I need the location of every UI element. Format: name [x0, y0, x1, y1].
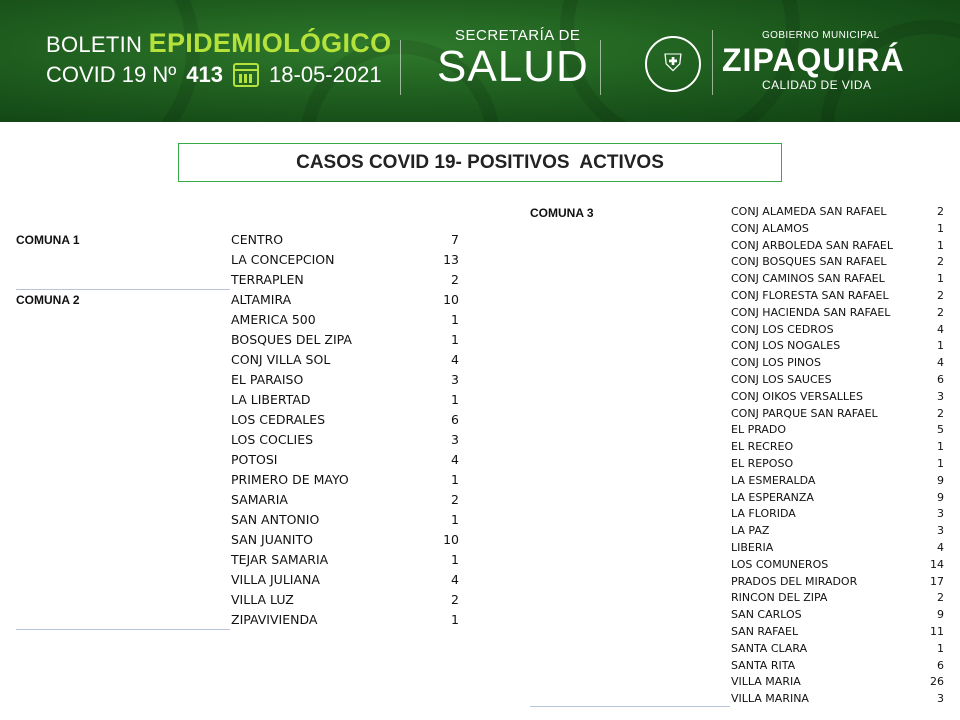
covid-label: COVID 19 Nº — [46, 62, 177, 87]
table-row — [231, 270, 459, 290]
header-banner — [0, 0, 960, 122]
case-count: 1 — [451, 472, 459, 487]
table-row — [731, 288, 944, 305]
neighborhood-name: LA ESPERANZA — [731, 491, 814, 504]
case-count: 1 — [937, 272, 944, 285]
neighborhood-name: RINCON DEL ZIPA — [731, 591, 828, 604]
gov-line1: GOBIERNO MUNICIPAL — [762, 30, 880, 41]
section-divider — [16, 629, 230, 630]
municipal-seal-icon: ⛨ — [645, 36, 701, 92]
case-count: 1 — [937, 339, 944, 352]
case-count: 4 — [937, 323, 944, 336]
case-count: 1 — [451, 552, 459, 567]
header-divider — [712, 30, 713, 95]
section-divider — [16, 289, 230, 290]
case-count: 4 — [451, 352, 459, 367]
table-row — [731, 590, 944, 607]
table-row — [731, 422, 944, 439]
case-count: 10 — [443, 532, 459, 547]
table-row — [731, 355, 944, 372]
case-count: 1 — [451, 392, 459, 407]
neighborhood-name: EL REPOSO — [731, 457, 794, 470]
case-count: 1 — [451, 312, 459, 327]
case-count: 6 — [451, 412, 459, 427]
case-count: 10 — [443, 292, 459, 307]
case-count: 1 — [937, 642, 944, 655]
table-row — [231, 530, 459, 550]
case-count: 7 — [451, 232, 459, 247]
header-divider — [600, 40, 601, 95]
case-count: 17 — [930, 575, 944, 588]
secretaria-line1: SECRETARÍA DE — [455, 27, 581, 44]
case-count: 4 — [937, 541, 944, 554]
neighborhood-name: EL RECREO — [731, 440, 794, 453]
neighborhood-name: CENTRO — [231, 232, 284, 247]
case-count: 3 — [937, 390, 944, 403]
bulletin-number: 413 — [186, 62, 224, 87]
case-count: 2 — [937, 591, 944, 604]
neighborhood-name: BOSQUES DEL ZIPA — [231, 332, 352, 347]
neighborhood-name: VILLA MARINA — [731, 692, 809, 705]
case-count: 5 — [937, 423, 944, 436]
case-count: 4 — [451, 572, 459, 587]
case-count: 3 — [937, 524, 944, 537]
case-count: 2 — [451, 492, 459, 507]
neighborhood-name: LA LIBERTAD — [231, 392, 311, 407]
table-row — [731, 490, 944, 507]
case-count: 1 — [937, 239, 944, 252]
case-count: 1 — [937, 222, 944, 235]
table-row — [231, 350, 459, 370]
comuna-3-label: COMUNA 3 — [530, 206, 594, 220]
neighborhood-name: LA FLORIDA — [731, 507, 796, 520]
neighborhood-name: LA ESMERALDA — [731, 474, 816, 487]
banner-pattern — [0, 0, 200, 122]
neighborhood-name: LIBERIA — [731, 541, 774, 554]
case-count: 9 — [937, 608, 944, 621]
neighborhood-name: VILLA MARIA — [731, 675, 801, 688]
neighborhood-name: CONJ VILLA SOL — [231, 352, 331, 367]
page-title: CASOS COVID 19- POSITIVOS ACTIVOS — [178, 143, 782, 182]
neighborhood-name: SAN JUANITO — [231, 532, 313, 547]
table-row — [731, 254, 944, 271]
case-count: 1 — [451, 512, 459, 527]
neighborhood-name: LOS CEDRALES — [231, 412, 326, 427]
table-row — [231, 410, 459, 430]
table-row — [731, 506, 944, 523]
case-count: 1 — [451, 612, 459, 627]
table-row — [731, 456, 944, 473]
neighborhood-name: LA CONCEPCION — [231, 252, 335, 267]
bulletin-date: 18-05-2021 — [269, 62, 382, 87]
neighborhood-name: PRIMERO DE MAYO — [231, 472, 349, 487]
comuna-2-label: COMUNA 2 — [16, 293, 80, 307]
case-count: 6 — [937, 659, 944, 672]
bulletin-title — [46, 28, 391, 59]
case-count: 1 — [451, 332, 459, 347]
case-count: 2 — [937, 289, 944, 302]
neighborhood-name: CONJ ARBOLEDA SAN RAFAEL — [731, 239, 893, 252]
table-row — [731, 305, 944, 322]
secretaria-line2: SALUD — [437, 42, 589, 91]
neighborhood-name: LOS COMUNEROS — [731, 558, 829, 571]
case-count: 4 — [937, 356, 944, 369]
neighborhood-name: CONJ ALAMOS — [731, 222, 809, 235]
neighborhood-name: CONJ LOS CEDROS — [731, 323, 834, 336]
neighborhood-name: TEJAR SAMARIA — [231, 552, 329, 567]
header-divider — [400, 40, 401, 95]
table-row — [731, 406, 944, 423]
neighborhood-name: VILLA LUZ — [231, 592, 294, 607]
table-row — [731, 473, 944, 490]
table-row — [731, 658, 944, 675]
gov-line3: CALIDAD DE VIDA — [762, 78, 872, 92]
table-row — [731, 540, 944, 557]
neighborhood-name: SAN CARLOS — [731, 608, 802, 621]
case-count: 3 — [937, 507, 944, 520]
table-row — [231, 570, 459, 590]
neighborhood-name: TERRAPLEN — [231, 272, 304, 287]
table-row — [731, 557, 944, 574]
table-row — [231, 390, 459, 410]
case-count: 1 — [937, 457, 944, 470]
table-row — [731, 322, 944, 339]
table-row — [731, 439, 944, 456]
table-row — [231, 250, 459, 270]
table-row — [731, 624, 944, 641]
neighborhood-name: SANTA RITA — [731, 659, 796, 672]
gov-line2: ZIPAQUIRÁ — [722, 42, 905, 78]
neighborhood-name: CONJ BOSQUES SAN RAFAEL — [731, 255, 887, 268]
case-count: 1 — [937, 440, 944, 453]
table-row — [731, 674, 944, 691]
case-count: 2 — [937, 306, 944, 319]
neighborhood-name: CONJ LOS PINOS — [731, 356, 821, 369]
neighborhood-name: VILLA JULIANA — [231, 572, 320, 587]
table-row — [731, 607, 944, 624]
table-row — [731, 204, 944, 221]
case-count: 3 — [937, 692, 944, 705]
table-row — [731, 221, 944, 238]
neighborhood-name: AMERICA 500 — [231, 312, 316, 327]
case-count: 4 — [451, 452, 459, 467]
neighborhood-name: CONJ FLORESTA SAN RAFAEL — [731, 289, 889, 302]
table-row — [231, 430, 459, 450]
neighborhood-name: ALTAMIRA — [231, 292, 292, 307]
bulletin-word: BOLETIN — [46, 32, 143, 57]
neighborhood-name: CONJ LOS SAUCES — [731, 373, 832, 386]
table-row — [231, 370, 459, 390]
neighborhood-name: EL PRADO — [731, 423, 787, 436]
table-row — [231, 330, 459, 350]
table-row — [231, 230, 459, 250]
bulletin-highlight: EPIDEMIOLÓGICO — [148, 28, 392, 58]
table-row — [231, 310, 459, 330]
table-row — [731, 372, 944, 389]
table-row — [231, 510, 459, 530]
neighborhood-name: CONJ PARQUE SAN RAFAEL — [731, 407, 878, 420]
calendar-icon — [233, 63, 259, 87]
neighborhood-name: CONJ ALAMEDA SAN RAFAEL — [731, 205, 887, 218]
table-row — [231, 550, 459, 570]
case-count: 3 — [451, 432, 459, 447]
section-divider — [530, 706, 730, 707]
table-row — [231, 290, 459, 310]
neighborhood-name: CONJ OIKOS VERSALLES — [731, 390, 863, 403]
neighborhood-name: ZIPAVIVIENDA — [231, 612, 318, 627]
table-row — [731, 523, 944, 540]
table-row — [731, 389, 944, 406]
neighborhood-name: PRADOS DEL MIRADOR — [731, 575, 858, 588]
neighborhood-name: CONJ LOS NOGALES — [731, 339, 841, 352]
case-count: 13 — [443, 252, 459, 267]
table-row — [231, 470, 459, 490]
bulletin-subtitle — [46, 62, 382, 88]
case-count: 26 — [930, 675, 944, 688]
neighborhood-name: POTOSI — [231, 452, 278, 467]
table-row — [731, 271, 944, 288]
case-count: 2 — [937, 407, 944, 420]
case-count: 9 — [937, 474, 944, 487]
table-row — [731, 641, 944, 658]
table-row — [231, 610, 459, 630]
neighborhood-name: SAMARIA — [231, 492, 288, 507]
case-count: 2 — [451, 272, 459, 287]
neighborhood-name: EL PARAISO — [231, 372, 304, 387]
case-count: 6 — [937, 373, 944, 386]
table-row — [731, 338, 944, 355]
neighborhood-name: CONJ HACIENDA SAN RAFAEL — [731, 306, 891, 319]
table-row — [731, 574, 944, 591]
case-count: 2 — [937, 205, 944, 218]
table-row — [231, 490, 459, 510]
case-count: 14 — [930, 558, 944, 571]
table-row — [231, 450, 459, 470]
neighborhood-name: LOS COCLIES — [231, 432, 314, 447]
neighborhood-name: CONJ CAMINOS SAN RAFAEL — [731, 272, 885, 285]
neighborhood-name: LA PAZ — [731, 524, 770, 537]
case-count: 3 — [451, 372, 459, 387]
neighborhood-name: SANTA CLARA — [731, 642, 808, 655]
case-count: 2 — [937, 255, 944, 268]
neighborhood-name: SAN ANTONIO — [231, 512, 320, 527]
table-row — [731, 691, 944, 708]
table-row — [231, 590, 459, 610]
table-row — [731, 238, 944, 255]
case-count: 2 — [451, 592, 459, 607]
case-count: 9 — [937, 491, 944, 504]
comuna-1-label: COMUNA 1 — [16, 233, 80, 247]
neighborhood-name: SAN RAFAEL — [731, 625, 799, 638]
case-count: 11 — [930, 625, 944, 638]
